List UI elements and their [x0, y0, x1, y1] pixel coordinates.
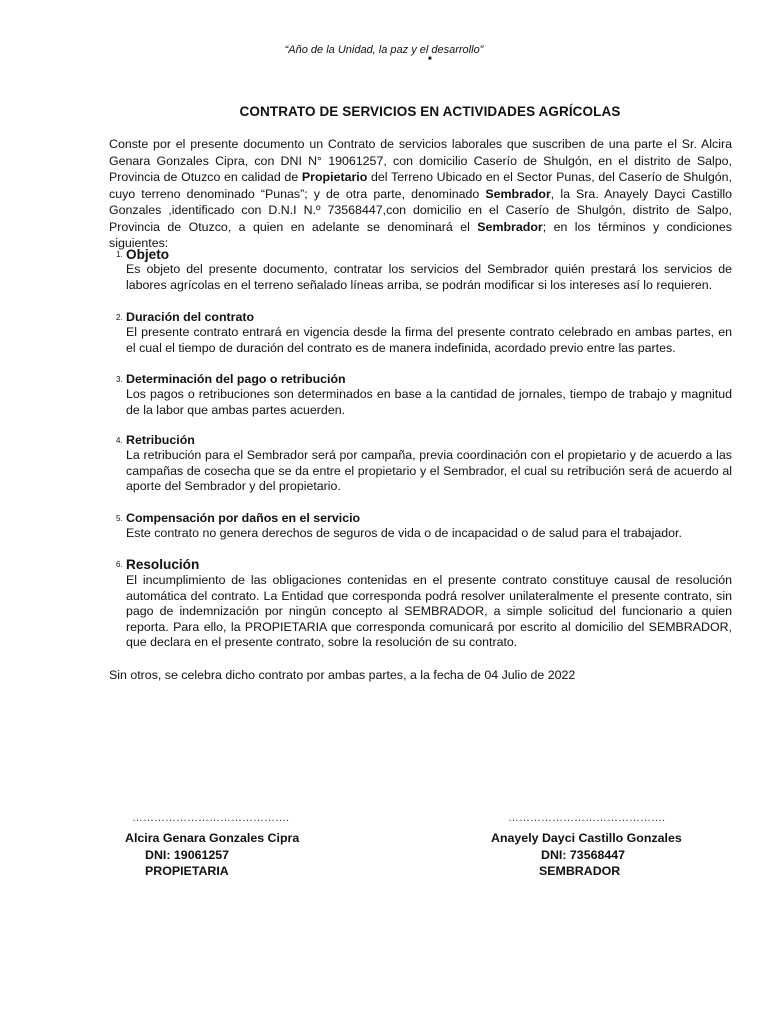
clause-body: La retribución para el Sembrador será por campaña, previa coordinación con el propietario y de acuerdo a las campañas de cosecha que se da entre el propietario y el Sembrador, el cual su retribución será de acuerdo al aporte del Sembrador y del propietario.	[126, 448, 732, 493]
clause-number: 6.	[116, 560, 123, 569]
signer-right-name: Anayely Dayci Castillo Gonzales	[491, 831, 682, 845]
motto-mark: ■	[428, 56, 432, 62]
signature-line-right: …………………………………….	[508, 812, 666, 824]
intro-paragraph	[109, 136, 732, 252]
clause-number: 5.	[116, 514, 123, 523]
clause-body: Es objeto del presente documento, contratar los servicios del Sembrador quién prestará los servicios de labores agrícolas en el terreno señalado líneas arriba, se podrán modificar si los intereses así lo requieren.	[126, 262, 732, 292]
closing-line: Sin otros, se celebra dicho contrato por ambas partes, a la fecha de 04 Julio de 2022	[109, 668, 576, 682]
intro-text-4: ; en los términos y condiciones siguientes:	[109, 219, 732, 250]
intro-text-3: , la Sra. Anayely Dayci Castillo Gonzales ,identificado con D.N.I N.º 73568447,con domicilio en el Caserío de Shulgón, distrito de Salpo, Provincia de Otuzco, a quien en adelante se denominará el	[109, 186, 732, 234]
clause-heading: Compensación por daños en el servicio	[126, 511, 361, 525]
signer-left-dni: DNI: 19061257	[145, 848, 230, 862]
signer-left-role: PROPIETARIA	[145, 864, 229, 878]
clause-heading: Determinación del pago o retribución	[126, 372, 346, 386]
clause-body: El presente contrato entrará en vigencia desde la firma del presente contrato celebrado en ambas partes, en el cual el tiempo de duración del contrato es de manera indefinida, acordado previo entre las partes.	[126, 325, 732, 355]
clause-body: El incumplimiento de las obligaciones contenidas en el presente contrato constituye causal de resolución automática del contrato. La Entidad que corresponda podrá resolver unilateralmente el presente contrato, sin pago de indemnización por ningún concepto al SEMBRADOR, a simple solicitud del funcionario a quien reporta. Para ello, la PROPIETARIA que corresponda comunicará por escrito al domicilio del SEMBRADOR, que declara en el presente contrato, sobre la resolución de su contrato.	[126, 573, 732, 649]
clause-heading: Retribución	[126, 433, 195, 447]
signature-line-left: …………………………………….	[132, 812, 290, 824]
intro-bold-sembrador-2: Sembrador	[477, 219, 543, 234]
intro-bold-propietario: Propietario	[301, 170, 368, 184]
clause-number: 4.	[116, 436, 123, 445]
clause-body: Este contrato no genera derechos de seguros de vida o de incapacidad o de salud para el trabajador.	[126, 526, 682, 540]
contract-title: CONTRATO DE SERVICIOS EN ACTIVIDADES AGRÍCOLAS	[239, 104, 621, 119]
clause-body: Los pagos o retribuciones son determinados en base a la cantidad de jornales, tiempo de trabajo y magnitud de la labor que ambas partes acuerden.	[126, 387, 732, 417]
intro-bold-sembrador: Sembrador	[485, 186, 551, 201]
signer-right-role: SEMBRADOR	[539, 864, 621, 878]
signer-left-name: Alcira Genara Gonzales Cipra	[125, 831, 300, 845]
intro-text-2: del Terreno Ubicado en el Sector Punas, del Caserío de Shulgón, cuyo terreno denominado “Punas”; y de otra parte, denominado	[109, 170, 732, 201]
clause-heading: Duración del contrato	[126, 310, 255, 324]
clause-number: 2.	[116, 313, 123, 322]
clause-number: 3.	[116, 375, 123, 384]
signer-right-dni: DNI: 73568447	[541, 848, 626, 862]
clause-heading: Objeto	[126, 247, 170, 262]
year-motto: “Año de la Unidad, la paz y el desarrollo”	[284, 44, 484, 56]
clause-heading: Resolución	[126, 557, 200, 572]
clause-number: 1.	[116, 250, 123, 259]
intro-text-1: Conste por el presente documento un Contrato de servicios laborales que suscriben de una parte el Sr. Alcira Genara Gonzales Cipra, con DNI N° 19061257, con domicilio Caserío de Shulgón, en el distrito de Salpo, Provincia de Otuzco en calidad de	[109, 137, 732, 184]
